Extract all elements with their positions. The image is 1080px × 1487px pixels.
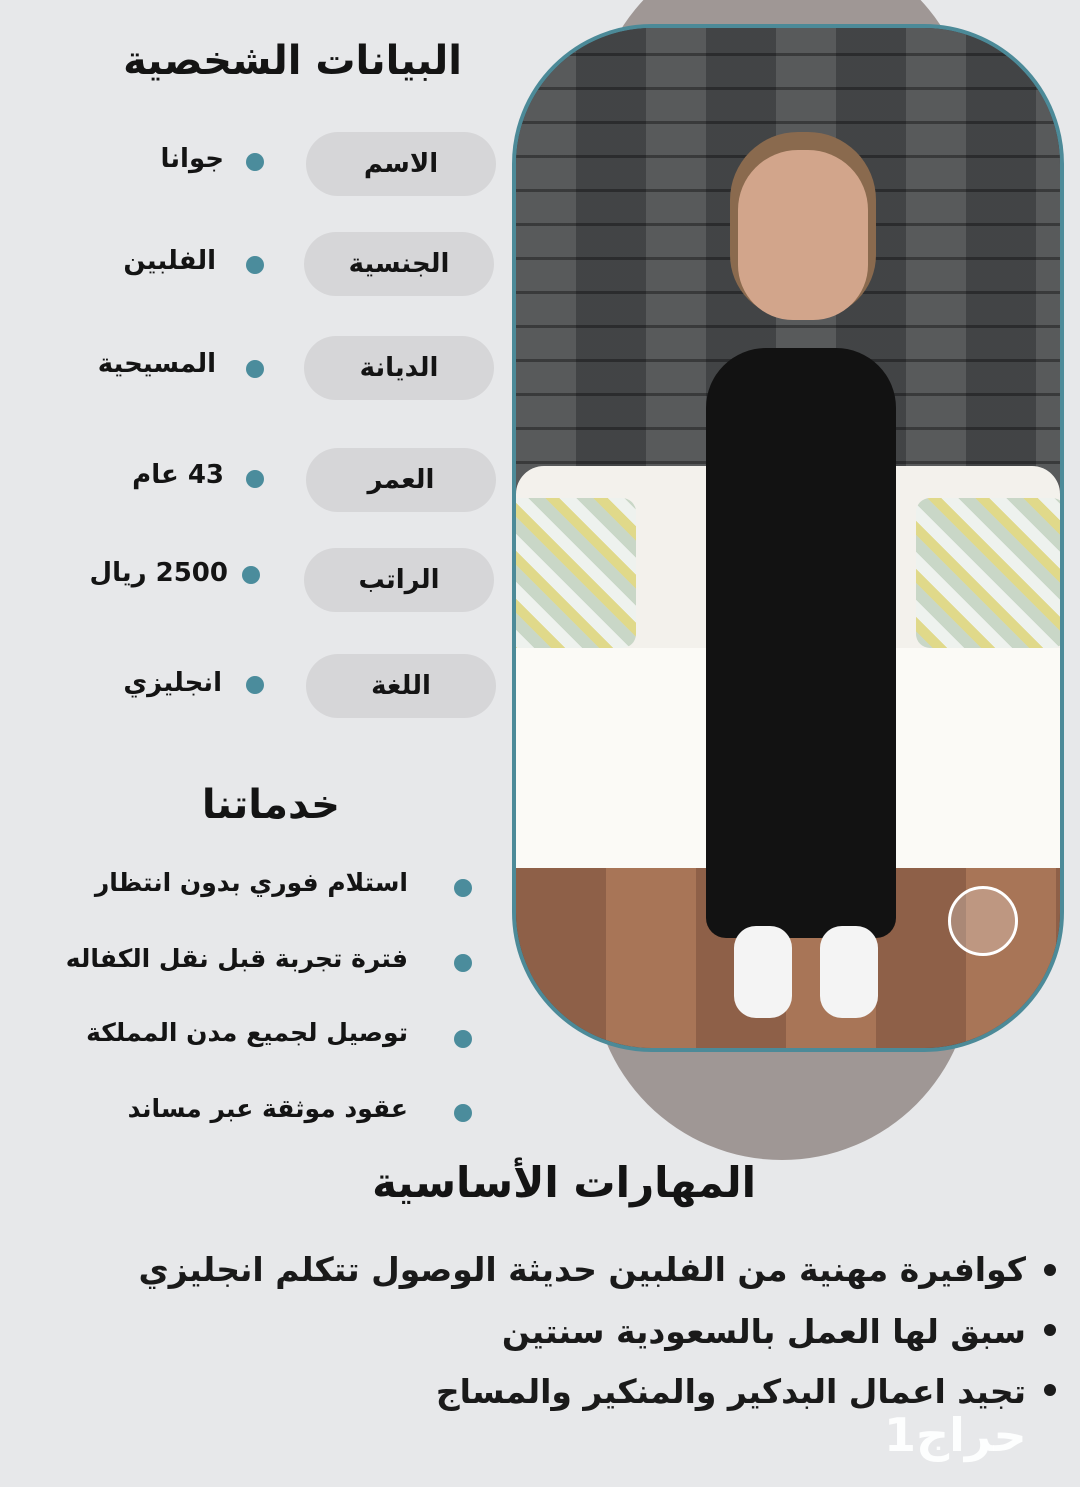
pillow-right	[916, 498, 1064, 648]
pillow-left	[512, 498, 636, 648]
bullet-icon	[242, 566, 260, 584]
bullet-icon	[1044, 1264, 1056, 1276]
label-religion: الديانة	[304, 336, 494, 400]
value-nationality: الفلبين	[123, 246, 216, 276]
camera-shutter-icon	[948, 886, 1018, 956]
service-item: فترة تجربة قبل نقل الكفاله	[65, 944, 408, 973]
skill-item: سبق لها العمل بالسعودية سنتين	[501, 1312, 1026, 1351]
value-language: انجليزي	[123, 668, 222, 698]
bullet-icon	[246, 256, 264, 274]
haraj-watermark: حراج1	[884, 1408, 1027, 1462]
bullet-icon	[454, 954, 472, 972]
person-head	[738, 150, 868, 320]
skill-item: كوافيرة مهنية من الفلبين حديثة الوصول تتكلم انجليزي	[138, 1250, 1026, 1289]
value-religion: المسيحية	[97, 349, 216, 379]
skill-item: تجيد اعمال البدكير والمنكير والمساج	[435, 1372, 1026, 1411]
value-age: 43 عام	[132, 460, 224, 490]
shoe-right	[820, 926, 878, 1018]
shoe-left	[734, 926, 792, 1018]
personal-data-title: البيانات الشخصية	[123, 38, 462, 84]
worker-photo	[512, 24, 1064, 1052]
person-dress	[706, 348, 896, 938]
bullet-icon	[1044, 1384, 1056, 1396]
label-name: الاسم	[306, 132, 496, 196]
label-age: العمر	[306, 448, 496, 512]
bullet-icon	[454, 879, 472, 897]
services-title: خدماتنا	[201, 782, 340, 828]
bullet-icon	[1044, 1324, 1056, 1336]
bullet-icon	[246, 676, 264, 694]
service-item: استلام فوري بدون انتظار	[94, 868, 408, 897]
bullet-icon	[246, 360, 264, 378]
bullet-icon	[454, 1104, 472, 1122]
skills-title: المهارات الأساسية	[372, 1158, 756, 1207]
label-language: اللغة	[306, 654, 496, 718]
service-item: عقود موثقة عبر مساند	[127, 1094, 408, 1123]
service-item: توصيل لجميع مدن المملكة	[86, 1018, 408, 1047]
label-nationality: الجنسية	[304, 232, 494, 296]
value-salary: 2500 ريال	[89, 558, 228, 588]
bullet-icon	[246, 470, 264, 488]
value-name: جوانا	[160, 144, 224, 174]
bullet-icon	[246, 153, 264, 171]
bullet-icon	[454, 1030, 472, 1048]
label-salary: الراتب	[304, 548, 494, 612]
